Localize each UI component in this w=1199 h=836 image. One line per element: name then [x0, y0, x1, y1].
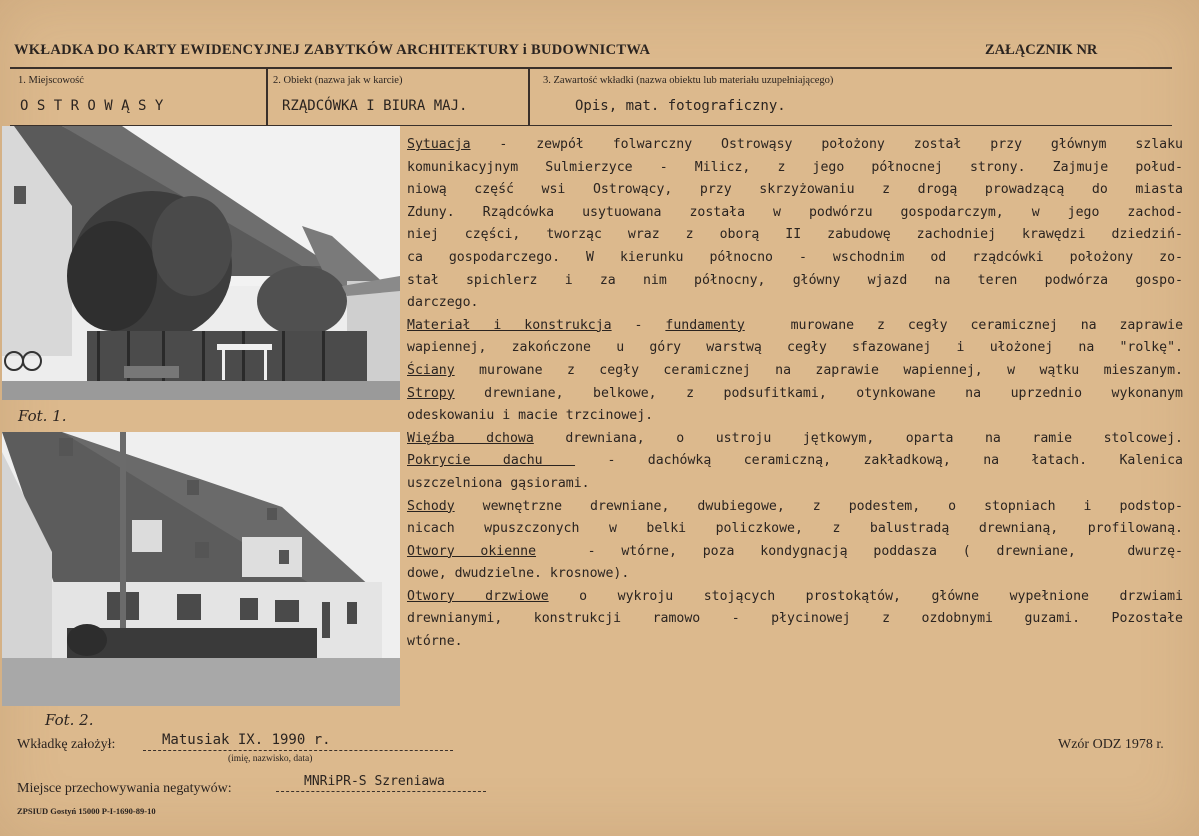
field-object-value: RZĄDCÓWKA I BIURA MAJ.: [282, 98, 468, 114]
section-heading: Otwory drzwiowe: [407, 588, 549, 604]
description-body: drewniane, belkowe, z podsufitkami, otynkowane na uprzednio wykonanym: [454, 385, 1183, 401]
description-body: ca gospodarczego. W kierunku północno - wschodnim od rządcówki położony zo-: [407, 249, 1183, 265]
printer-imprint: ZPSIUD Gostyń 15000 P-I-1690-89-10: [17, 806, 156, 816]
founded-by-label: Wkładkę założył:: [17, 737, 116, 752]
description-body: niej części, tworząc wraz z oborą II zabudowę zachodniej krawędzi dziedziń-: [407, 227, 1183, 243]
description-line: [407, 270, 1183, 293]
section-heading: Otwory okienne: [407, 543, 537, 559]
field-locality-label: 1. Miejscowość: [18, 75, 84, 86]
section-heading: Więźba dchowa: [407, 430, 534, 446]
field-object-label: 2. Obiekt (nazwa jak w karcie): [273, 75, 403, 86]
description-line: [407, 518, 1183, 541]
card-title: WKŁADKA DO KARTY EWIDENCYJNEJ ZABYTKÓW ARCHITEKTURY i BUDOWNICTWA: [14, 42, 651, 58]
attachment-number-label: ZAŁĄCZNIK NR: [985, 42, 1098, 58]
description-body: darczego.: [407, 295, 479, 311]
photo-2-caption: Fot. 2.: [45, 711, 94, 729]
description-body: Zduny. Rządcówka usytuowana została w podwórzu gospodarczym, w jego zachod-: [407, 204, 1183, 220]
section-heading: Ściany: [407, 362, 455, 378]
description-body: - wtórne, poza kondygnacją poddasza ( drewniane, dwurzę-: [536, 543, 1183, 559]
description-line: [407, 631, 1183, 654]
description-line: [407, 496, 1183, 519]
founded-by-dotted-line: [143, 750, 453, 751]
section-heading: Materiał i konstrukcja: [407, 317, 612, 333]
field-contents-value: Opis, mat. fotograficzny.: [575, 98, 786, 114]
header-rule: [10, 67, 1172, 69]
section-heading: Stropy: [407, 385, 455, 401]
description-line: [407, 292, 1183, 315]
photo-1: [2, 126, 400, 400]
storage-label: Miejsce przechowywania negatywów:: [17, 781, 232, 796]
description-body: - zewpół folwarczny Ostrowąsy położony został przy głównym szlaku: [470, 137, 1183, 152]
section-subheading: fundamenty: [665, 317, 745, 333]
description-line: [407, 450, 1183, 473]
description-body: - dachówką ceramiczną, zakładkową, na łatach. Kalenica: [575, 453, 1183, 469]
description-line: [407, 247, 1183, 270]
storage-value: MNRiPR-S Szreniawa: [304, 774, 445, 789]
template-version: Wzór ODZ 1978 r.: [1058, 737, 1164, 752]
founded-by-hint: (imię, nazwisko, data): [228, 754, 313, 764]
field-divider-1: [266, 68, 268, 125]
description-body: nicach wpuszczonych w belki policzkowe, z balustradą drewnianą, profilowaną.: [407, 521, 1183, 537]
description-body: drewniana, o ustroju jętkowym, oparta na ramie stolcowej.: [533, 430, 1183, 446]
field-divider-2: [528, 68, 530, 125]
description-body: stał spichlerz i za nim północny, główny wjazd na teren podwórza gospo-: [407, 272, 1183, 288]
description-line: [407, 586, 1183, 609]
description-separator: -: [611, 317, 666, 333]
description-body: wapiennej, zakończone u góry warstwą cegły sfazowanej i ułożonej na "rolkę".: [407, 340, 1183, 356]
description-line: [407, 179, 1183, 202]
description-line: [407, 383, 1183, 406]
field-locality-value: O S T R O W Ą S Y: [20, 98, 164, 114]
description-body: odeskowaniu i macie trzcinowej.: [407, 408, 654, 424]
section-heading: Pokrycie dachu: [407, 453, 576, 469]
description-line: [407, 202, 1183, 225]
description-line: [407, 563, 1183, 586]
description-line: [407, 337, 1183, 360]
description-body: murowane z cegły ceramicznej na zaprawie: [744, 317, 1183, 333]
description-body: niową część wsi Ostrowący, przy skrzyżowaniu z drogą prowadzącą do miasta: [407, 182, 1183, 198]
description-line: [407, 428, 1183, 451]
description-line: [407, 157, 1183, 180]
description-line: [407, 134, 1183, 157]
description-body: komunikacyjnym Sulmierzyce - Milicz, z jego północnej strony. Zajmuje połud-: [407, 159, 1183, 175]
description-body: wewnętrzne drewniane, dwubiegowe, z podestem, o stopniach i podstop-: [454, 498, 1183, 514]
description-body: wtórne.: [407, 634, 463, 650]
storage-dotted-line: [276, 791, 486, 792]
description-line: [407, 473, 1183, 496]
field-contents-label: 3. Zawartość wkładki (nazwa obiektu lub materiału uzupełniającego): [543, 75, 834, 86]
description-body: o wykroju stojących prostokątów, główne wypełnione drzwiami: [548, 588, 1183, 604]
photo-2: [2, 432, 400, 706]
description-line: [407, 224, 1183, 247]
description-line: [407, 315, 1183, 338]
description-body: drewnianymi, konstrukcji ramowo - płycinowej z ozdobnymi guzami. Pozostałe: [407, 611, 1183, 627]
description-body: murowane z cegły ceramicznej na zaprawie wapiennej, w wątku mieszanym.: [454, 362, 1183, 378]
description-line: [407, 405, 1183, 428]
founded-by-value: Matusiak IX. 1990 r.: [162, 732, 331, 748]
description-line: [407, 608, 1183, 631]
section-heading: Sytuacja: [407, 137, 471, 152]
description-body: dowe, dwudzielne. krosnowe).: [407, 566, 630, 582]
description-body: uszczelniona gąsiorami.: [407, 475, 590, 491]
photo-1-caption: Fot. 1.: [18, 407, 67, 425]
description-line: [407, 360, 1183, 383]
description-line: [407, 541, 1183, 564]
description-text: [407, 134, 1183, 654]
section-heading: Schody: [407, 498, 455, 514]
